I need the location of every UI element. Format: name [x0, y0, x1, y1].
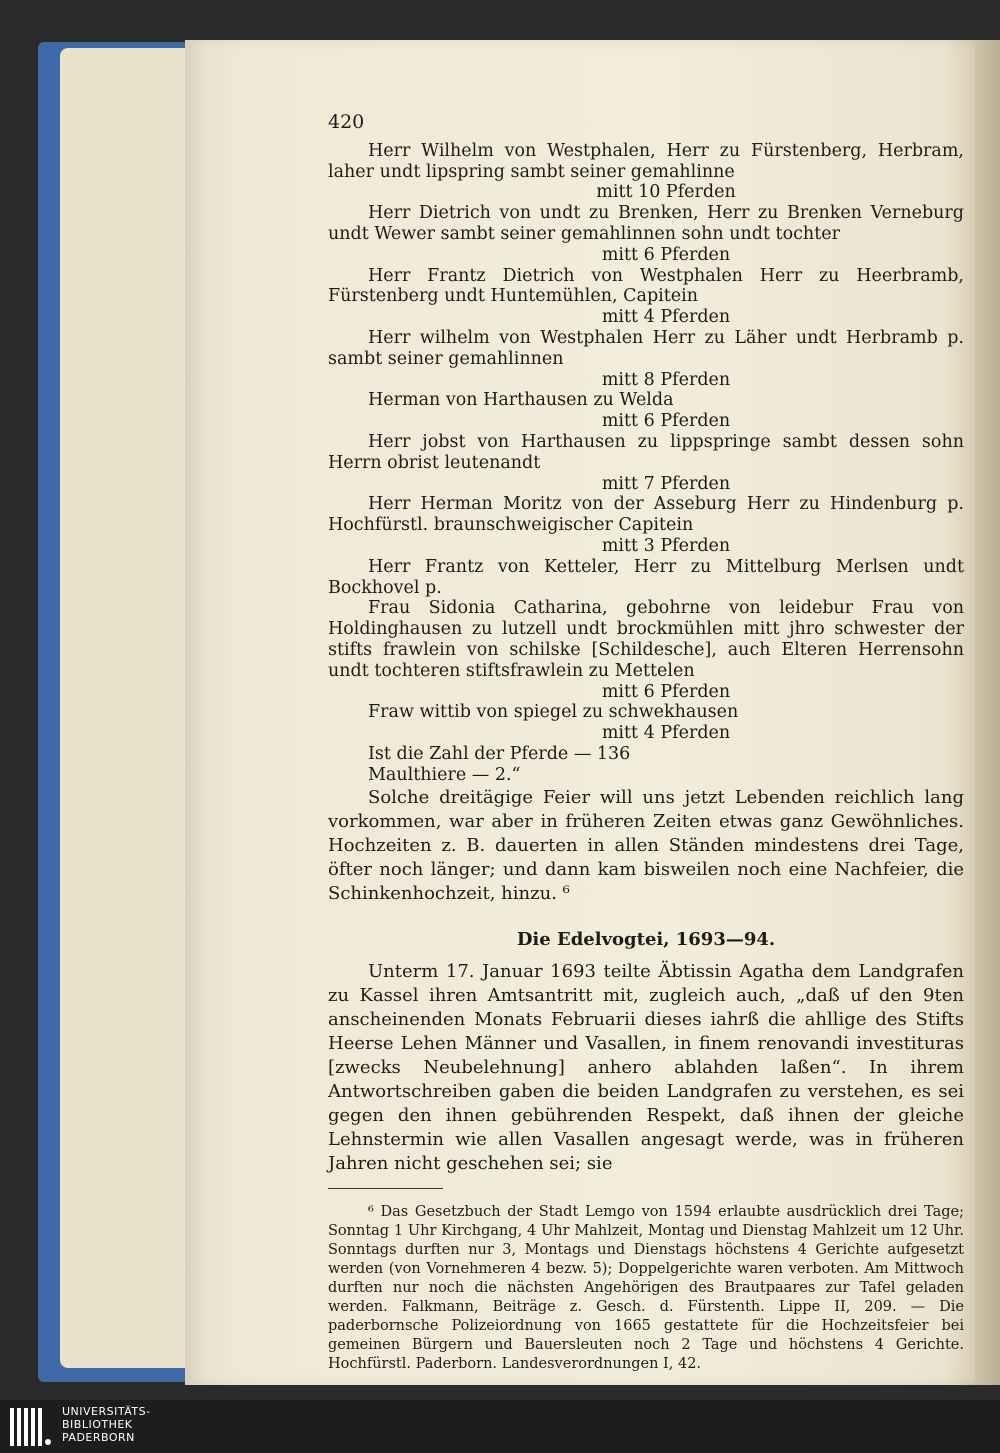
guest-entry: Herman von Harthausen zu Welda: [368, 390, 674, 411]
horse-count: mitt 7 Pferden: [601, 473, 731, 494]
mule-total: Maulthiere — 2.“: [368, 764, 521, 785]
page-number: 420: [328, 111, 365, 133]
horse-count: mitt 6 Pferden: [601, 411, 731, 432]
page-block-edge: [60, 48, 200, 1368]
section-heading: Die Edelvogtei, 1693—94.: [516, 928, 776, 950]
library-footer: [0, 1400, 1000, 1453]
library-logo-icon: [6, 1404, 54, 1450]
footnote: ⁶ Das Gesetzbuch der Stadt Lemgo von 1594 erlaubte ausdrücklich drei Tage; Sonntag 1 Uhr Kirchgang, 4 Uhr Mahlzeit, Montag und Dienstag Mahlzeit um 12 Uhr. Sonntags durften nur 3, Montags und Dienstags höchstens 4 Gerichte aufgesetzt werden (von Vornehmeren 4 bezw. 5); Doppelgerichte waren verboten. Am Mittwoch durften nur noch die nächsten Angehörigen des Brautpaares zur Tafel geladen werden. Falkmann, Beiträge z. Gesch. d. Fürstenth. Lippe II, 209. — Die paderbornsche Polizeiordnung von 1665 gestattete für die Hochzeitsfeier bei gemeinen Bürgern und Bauersleuten noch 2 Tage und höchstens 4 Gerichte. Hochfürstl. Paderborn. Landesverordnungen I, 42.: [328, 1204, 964, 1373]
horse-count: mitt 4 Pferden: [601, 723, 731, 744]
guest-entry: Herr Wilhelm von Westphalen, Herr zu Fürstenberg, Herbram, laher undt lipspring sambt seiner gemahlinne: [328, 140, 964, 182]
horse-count: mitt 6 Pferden: [601, 681, 731, 702]
page-text: [328, 112, 964, 1374]
library-name-line: UNIVERSITÄTS-: [62, 1405, 151, 1418]
horse-count: mitt 3 Pferden: [601, 535, 731, 556]
page-gutter: [975, 40, 1000, 1385]
guest-entry: Frau Sidonia Catharina, gebohrne von leidebur Frau von Holdinghausen zu lutzell undt brockmühlen mitt jhro schwester der stifts frawlein von schilske [Schildesche], auch Elteren Herrensohn undt tochteren stiftsfrawlein zu Mettelen: [328, 598, 964, 681]
library-name-line: PADERBORN: [62, 1431, 135, 1444]
guest-entry: Herr wilhelm von Westphalen Herr zu Läher undt Herbramb p. sambt seiner gemahlinnen: [328, 327, 964, 369]
horse-count: mitt 8 Pferden: [601, 369, 731, 390]
guest-entry: Herr Frantz Dietrich von Westphalen Herr zu Heerbramb, Fürstenberg undt Huntemühlen, Capitein: [328, 265, 964, 307]
guest-entry: Herr Dietrich von undt zu Brenken, Herr zu Brenken Verneburg undt Wewer sambt seiner gemahlinnen sohn undt tochter: [328, 203, 964, 244]
horse-count: mitt 6 Pferden: [601, 244, 731, 265]
guest-entry: Herr Frantz von Ketteler, Herr zu Mittelburg Merlsen undt Bockhovel p.: [328, 556, 964, 598]
library-name-line: BIBLIOTHEK: [62, 1418, 133, 1431]
horse-count: mitt 10 Pferden: [596, 182, 736, 203]
guest-entry: Herr jobst von Harthausen zu lippspringe sambt dessen sohn Herrn obrist leutenandt: [328, 431, 964, 473]
section-paragraph: Unterm 17. Januar 1693 teilte Äbtissin Agatha dem Landgrafen zu Kassel ihren Amtsantritt mit, zugleich auch, „daß uf den 9ten anscheinenden Monats Februarii dieses iahrß die ahllige des Stifts Heerse Lehen Männer und Vasallen, in finem renovandi investituras [zwecks Neubelehnung] anhero ablahden laßen“. In ihrem Antwortschreiben gaben die beiden Landgrafen zu verstehen, es sei gegen den ihnen gebührenden Respekt, daß ihnen der gleiche Lehnstermin wie allen Vasallen angesagt werde, was in früheren Jahren nicht geschehen sei; sie: [328, 961, 964, 1175]
guest-list: [328, 141, 964, 786]
guest-entry: Herr Herman Moritz von der Asseburg Herr zu Hindenburg p. Hochfürstl. braunschweigischer Capitein: [328, 494, 964, 536]
guest-entry: Fraw wittib von spiegel zu schwekhausen: [368, 702, 739, 723]
library-name: [62, 1405, 151, 1444]
horse-count: mitt 4 Pferden: [601, 307, 731, 328]
footnote-divider: [328, 1188, 443, 1189]
horse-total: Ist die Zahl der Pferde — 136: [368, 743, 631, 764]
closing-paragraph: Solche dreitägige Feier will uns jetzt Lebenden reichlich lang vorkommen, war aber in früheren Zeiten etwas ganz Gewöhnliches. Hochzeiten z. B. dauerten in allen Ständen mindestens drei Tage, öfter noch länger; und dann kam bisweilen noch eine Nachfeier, die Schinkenhochzeit, hinzu. ⁶: [328, 786, 964, 904]
